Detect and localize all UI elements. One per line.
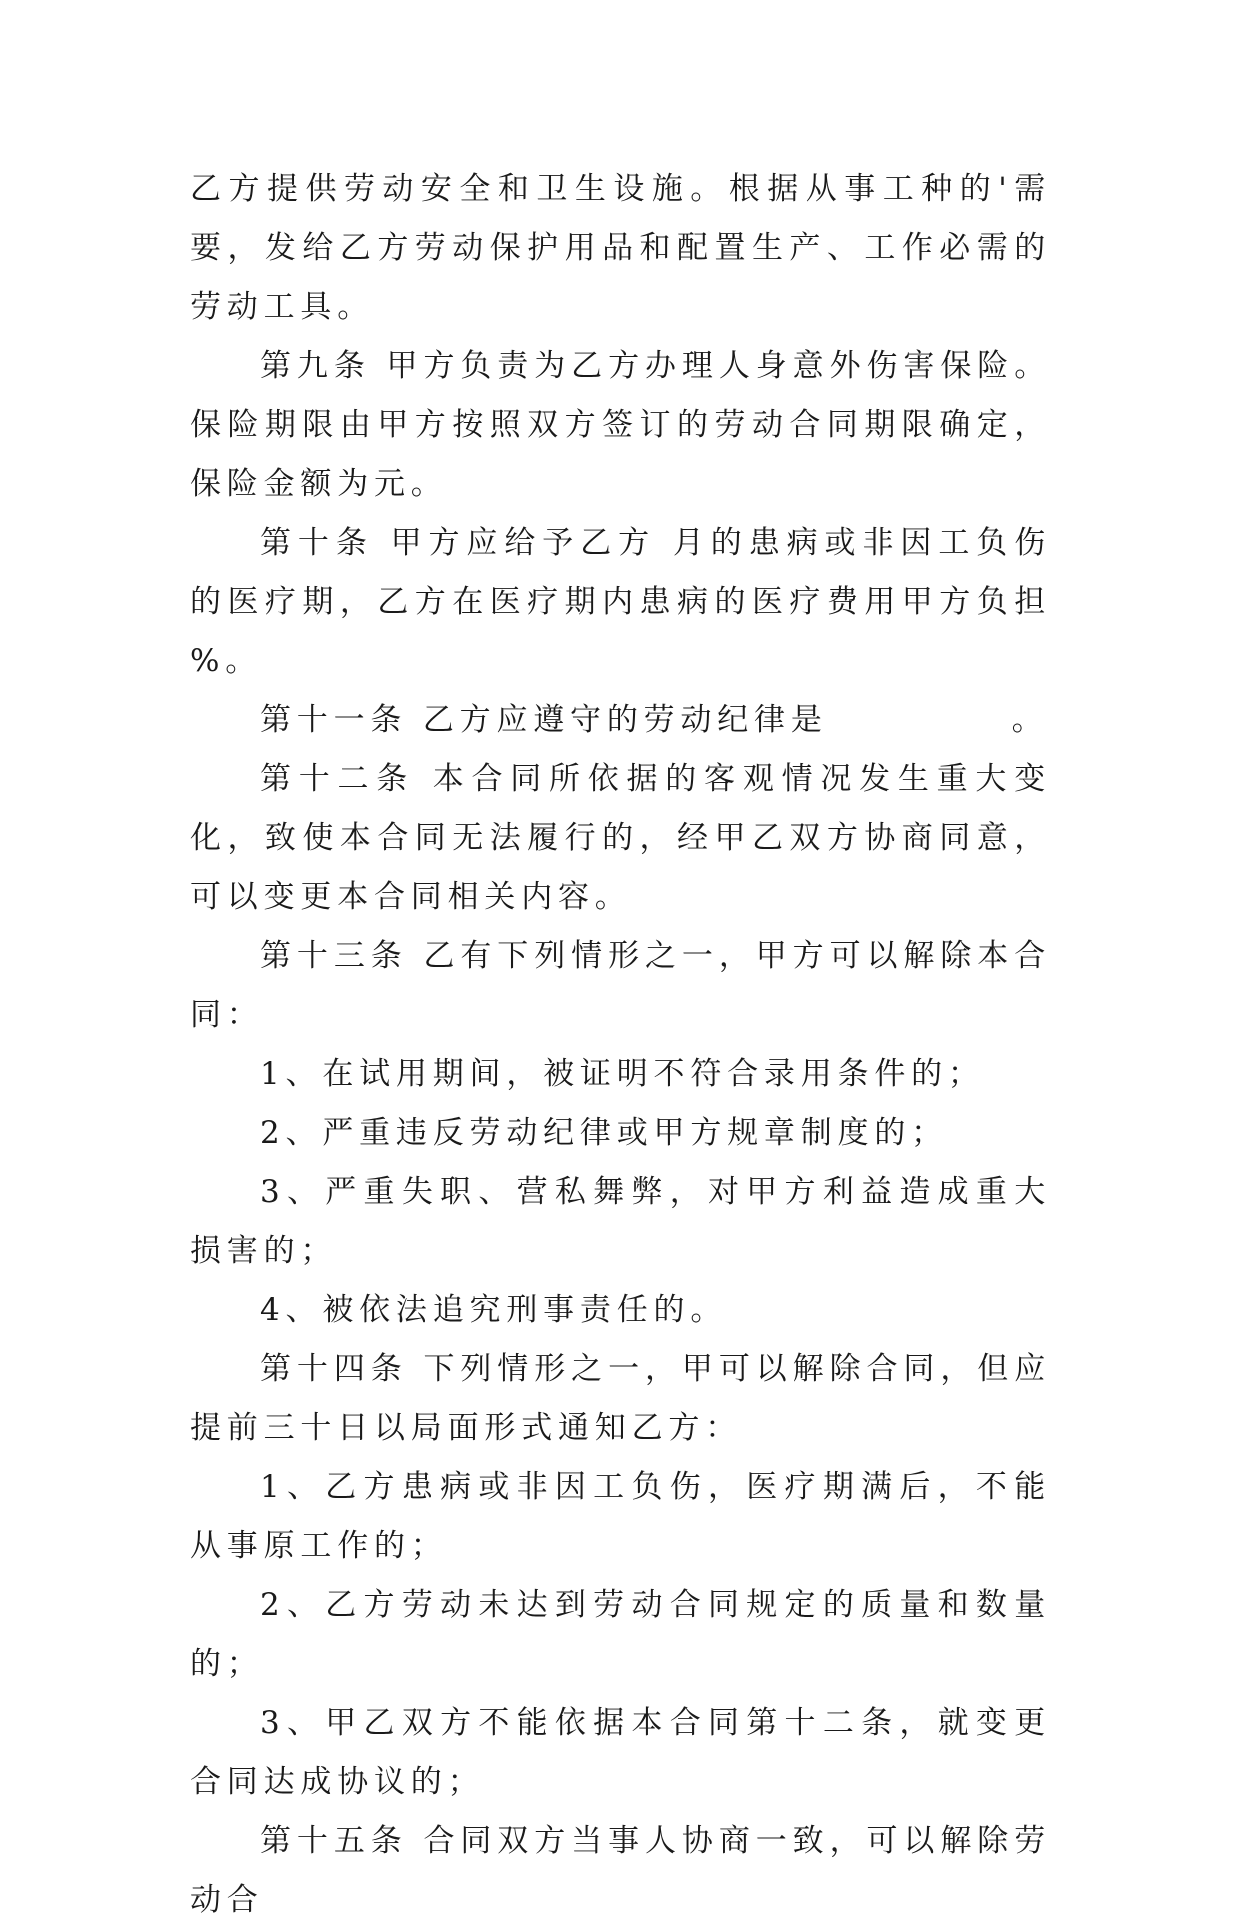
article-14-item-3: 3、甲乙双方不能依据本合同第十二条，就变更合同达成协议的； — [190, 1705, 1051, 1800]
article-13-item-4: 4、被依法追究刑事责任的。 — [260, 1292, 728, 1328]
article-13-item-1: 1、在试用期间，被证明不符合录用条件的； — [260, 1056, 985, 1092]
article-12: 第十二条 本合同所依据的客观情况发生重大变化，致使本合同无法履行的，经甲乙双方协商同意，可以变更本合同相关内容。 — [190, 761, 1051, 915]
article-13-item-2: 2、严重违反劳动纪律或甲方规章制度的； — [260, 1115, 948, 1151]
article-14: 第十四条 下列情形之一，甲可以解除合同，但应提前三十日以局面形式通知乙方： — [190, 1351, 1051, 1446]
article-9: 第九条 甲方负责为乙方办理人身意外伤害保险。保险期限由甲方按照双方签订的劳动合同期限确定，保险金额为元。 — [190, 348, 1051, 502]
article-13-item-3: 3、严重失职、营私舞弊，对甲方利益造成重大损害的； — [190, 1174, 1051, 1269]
article-10: 第十条 甲方应给予乙方 月的患病或非因工负伤的医疗期，乙方在医疗期内患病的医疗费用甲方负担 %。 — [190, 525, 1051, 679]
article-11: 第十一条 乙方应遵守的劳动纪律是 。 — [260, 702, 1049, 738]
article-14-item-2: 2、乙方劳动未达到劳动合同规定的质量和数量的； — [190, 1587, 1051, 1682]
article-13: 第十三条 乙有下列情形之一，甲方可以解除本合同： — [190, 938, 1051, 1033]
paragraph-continuation: 乙方提供劳动安全和卫生设施。根据从事工种的'需要，发给乙方劳动保护用品和配置生产、工作必需的劳动工具。 — [190, 171, 1051, 325]
article-14-item-1: 1、乙方患病或非因工负伤，医疗期满后，不能从事原工作的； — [190, 1469, 1051, 1564]
article-15: 第十五条 合同双方当事人协商一致，可以解除劳动合 — [190, 1823, 1051, 1918]
contract-body — [190, 160, 1051, 1930]
